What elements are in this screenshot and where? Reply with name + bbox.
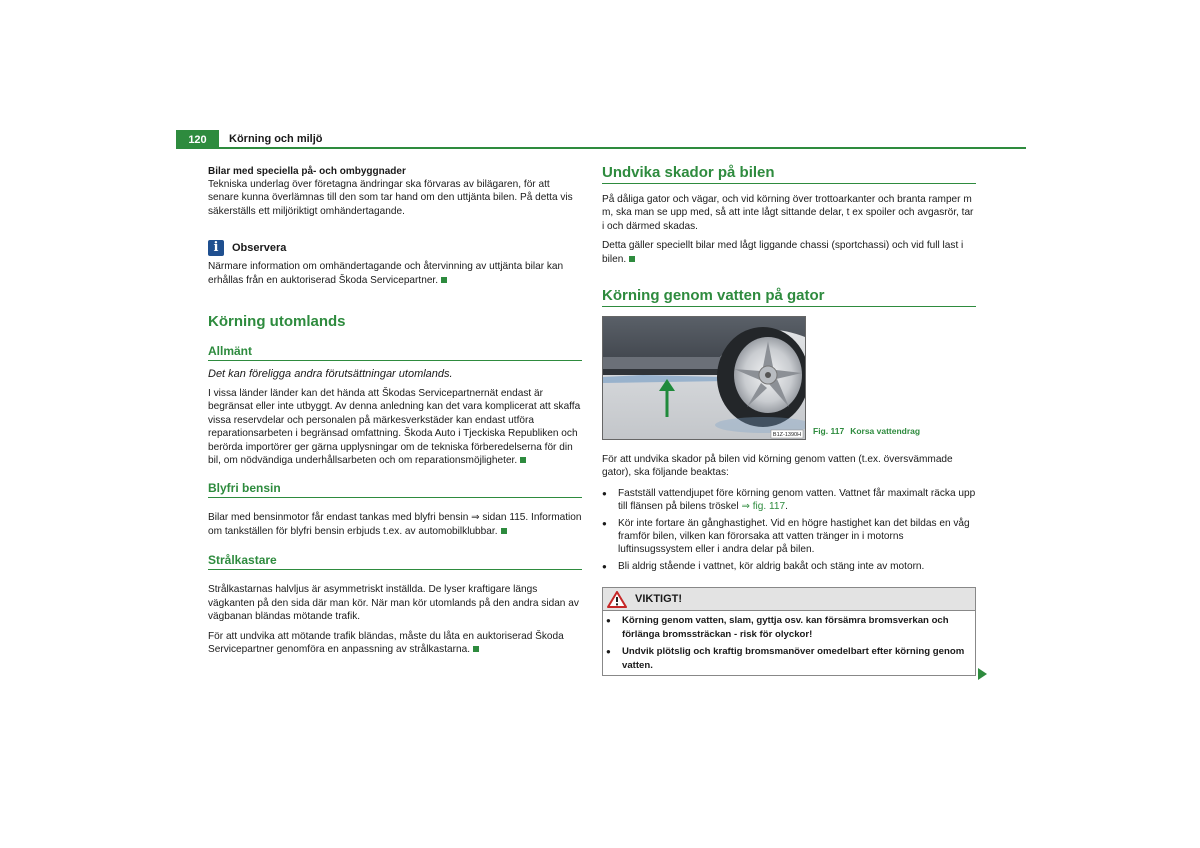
right-column	[602, 164, 976, 676]
headlights-p1: Strålkastarnas halvljus är asymmetriskt inställda. De lyser kraftigare längs vägkanten på den sida där man kör. När man kör utomlands på den andra sidan av vägbanan bländas mötande trafik.	[208, 584, 579, 623]
left-column	[208, 164, 582, 656]
warning-title: VIKTIGT!	[635, 593, 683, 606]
warning-body	[603, 611, 975, 675]
section-end-mark	[441, 277, 447, 283]
water-bullet-2: ● Kör inte fortare än gånghastighet. Vid en högre hastighet kan det bildas en våg framför bilen, vilken kan förorsaka att vatten tränger in i motorns luftinsugssystem eller i andra delar på bilen.	[602, 517, 976, 557]
figure-caption-text: Korsa vattendrag	[850, 426, 921, 437]
water-intro: För att undvika skador på bilen vid körning genom vatten (t.ex. översvämmade gator), ska följande beaktas:	[602, 454, 953, 479]
special-cars-heading: Bilar med speciella på- och ombyggnader	[208, 166, 406, 177]
section-end-mark	[501, 528, 507, 534]
warning-box	[602, 587, 976, 676]
section-end-mark	[520, 457, 526, 463]
unleaded-text: Bilar med bensinmotor får endast tankas med blyfri bensin ⇒ sidan 115. Information om tankställen för blyfri bensin erbjuds t.ex. av automobilklubbar.	[208, 512, 582, 537]
damage-p1: På dåliga gator och vägar, och vid körning över trottoarkanter och branta ramper m m, ska man se upp med, så att inte lågt sittande delar, t ex spoiler och avgasrör, tar i och därmed skadas.	[602, 194, 974, 232]
general-heading: Allmänt	[208, 344, 582, 361]
warning-item-1: ● Körning genom vatten, slam, gyttja osv. kan försämra bromsverkan och förlänga bromssträckan - risk för olyckor!	[606, 614, 971, 641]
abroad-heading: Körning utomlands	[208, 313, 346, 331]
figure-image	[602, 316, 806, 440]
headlights-heading: Strålkastare	[208, 553, 582, 570]
figure-caption	[813, 426, 926, 436]
damage-p2: Detta gäller speciellt bilar med lågt liggande chassi (sportchassi) och vid full last i bilen.	[602, 240, 964, 265]
car-wheel-illustration	[603, 317, 805, 439]
warning-header	[603, 588, 975, 611]
general-lead: Det kan föreligga andra förutsättningar utomlands.	[208, 368, 453, 381]
continue-arrow-icon	[978, 668, 987, 680]
note-title: Observera	[232, 242, 287, 255]
warning-icon	[607, 591, 627, 608]
water-heading: Körning genom vatten på gator	[602, 287, 976, 307]
special-cars-text: Tekniska underlag över företagna ändringar ska förvaras av bilägaren, för att senare kunna överlämnas till den som tar hand om den uttjänta bilen. På detta vis säkerställs ett miljöriktigt omhändertagande.	[208, 179, 573, 217]
running-title: Körning och miljö	[229, 133, 323, 145]
header-rule	[219, 147, 1026, 149]
note-header	[208, 240, 582, 256]
figure-117	[602, 316, 976, 440]
warning-item-2: ● Undvik plötslig och kraftig bromsmanöver omedelbart efter körning genom vatten.	[606, 645, 971, 672]
water-bullet-3: ● Bli aldrig stående i vattnet, kör aldrig bakåt och stäng inte av motorn.	[602, 560, 976, 573]
page-header	[176, 130, 1026, 149]
water-bullet-1: ● Fastställ vattendjupet före körning genom vatten. Vattnet får maximalt räcka upp till flänsen på bilens tröskel ⇒ fig. 117.	[602, 487, 976, 514]
headlights-p2: För att undvika att mötande trafik bländas, måste du låta en auktoriserad Škoda Servicepartner genomföra en anpassning av strålkastarna.	[208, 630, 564, 655]
unleaded-heading: Blyfri bensin	[208, 481, 582, 498]
section-end-mark	[473, 646, 479, 652]
info-icon: i	[208, 240, 224, 256]
figure-number: Fig. 117	[813, 426, 845, 437]
figure-reference-link[interactable]: ⇒ fig. 117	[741, 501, 786, 513]
damage-heading: Undvika skador på bilen	[602, 164, 976, 184]
note-text: Närmare information om omhändertagande och återvinning av uttjänta bilar kan erhållas från en auktoriserad Škoda Servicepartner.	[208, 261, 564, 286]
section-end-mark	[629, 256, 635, 262]
page-number: 120	[176, 130, 219, 149]
figure-code: B1Z-1390H	[772, 432, 802, 439]
general-text: I vissa länder länder kan det hända att Škodas Servicepartnernät endast är begränsat eller inte utbyggt. Av denna anledning kan det vara komplicerat att skaffa vissa reservdelar och personalen på märkesverkstäder kan endast utföra reparationsarbeten i begränsad omfattning. Škoda Auto i Tjeckiska Republiken och berörda importörer ger gärna upplysningar om de tekniska förberedelserna för din bil, om nödvändiga underhållsarbeten och om reparationsmöjligheter.	[208, 388, 581, 467]
